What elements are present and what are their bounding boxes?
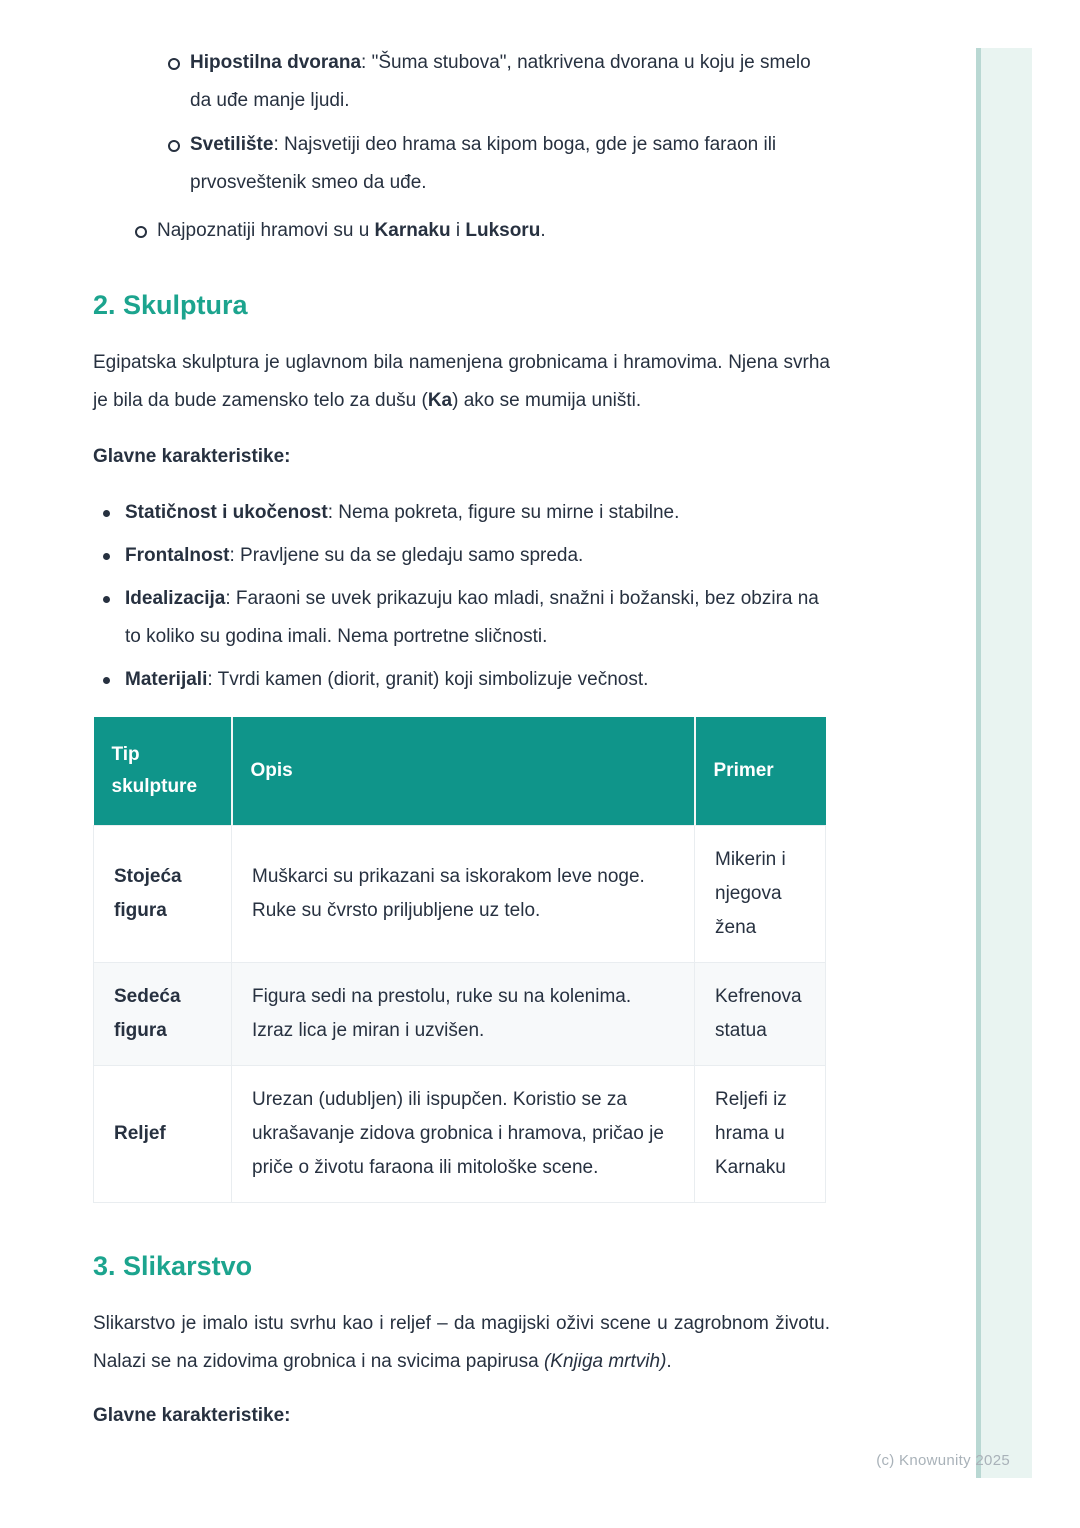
document-content [93,44,830,1435]
table-header-tip-skulpture: Tip skulpture [94,717,232,825]
table-row-stojeca-figura [94,825,826,962]
table-cell-type: Reljef [94,1065,232,1202]
list-item-text: i [450,220,466,241]
table-header-primer: Primer [695,717,826,825]
table-header-row [94,717,826,825]
table-cell-opis: Muškarci su prikazani sa iskorakom leve noge. Ruke su čvrsto priljubljene uz telo. [232,825,695,962]
list-item-frontalnost [93,537,830,575]
list-item-text: Najpoznatiji hramovi su u [157,220,375,241]
skulptura-paragraph [93,344,830,420]
table-cell-opis: Urezan (udubljen) ili ispupčen. Koristio se za ukrašavanje zidova grobnica i hramova, pričao je priče o životu faraona ili mitološke scene. [232,1065,695,1202]
list-item-staticnost [93,494,830,532]
paragraph-text: . [666,1350,672,1372]
paragraph-text: Egipatska skulptura je uglavnom bila namenjena grobnicama i hramovima. Njena svrha je bila da bude zamensko telo za dušu ( [93,352,830,411]
table-cell-primer: Mikerin i njegova žena [695,825,826,962]
side-accent-bar [976,48,1032,1478]
footer-copyright: (c) Knowunity 2025 [876,1452,1010,1469]
list-item-hramovi [93,212,830,250]
table-cell-primer: Reljefi iz hrama u Karnaku [695,1065,826,1202]
temple-parts-list [93,44,830,250]
list-item-text: : Pravljene su da se gledaju samo spreda. [229,545,584,566]
paragraph-text: Slikarstvo je imalo istu svrhu kao i reljef – da magijski oživi scene u zagrobnom životu. Nalazi se na zidovima grobnica i na svicima papirusa [93,1312,830,1372]
list-item-term: Hipostilna dvorana [190,52,362,73]
table-header-opis: Opis [232,717,695,825]
table-cell-opis: Figura sedi na prestolu, ruke su na kolenima. Izraz lica je miran i uzvišen. [232,962,695,1065]
section-heading-skulptura: 2. Skulptura [93,290,248,320]
list-item-term: Materijali [125,669,208,690]
skulptura-characteristics-list [93,494,830,699]
table-row-reljef [94,1065,826,1202]
list-item-text: . [540,220,546,241]
paragraph-italic-term: (Knjiga mrtvih) [543,1350,667,1372]
list-item-text: : Najsvetiji deo hrama sa kipom boga, gde je samo faraon ili prvosveštenik smeo da uđe. [190,134,777,193]
paragraph-text: ) ako se mumija uništi. [452,390,642,411]
section-heading-slikarstvo: 3. Slikarstvo [93,1250,253,1281]
list-item-hipostilna [93,44,830,120]
list-item-term: Luksoru [465,220,541,241]
list-item-svetiliste [93,126,830,202]
list-item-text: : "Šuma stubova", natkrivena dvorana u koju je smelo da uđe manje ljudi. [190,52,811,111]
list-item-term: Idealizacija [125,588,226,609]
list-item-text: : Nema pokreta, figure su mirne i stabilne. [327,502,680,523]
sculpture-types-table [93,717,826,1203]
list-item-term: Statičnost i ukočenost [125,502,328,523]
list-item-idealizacija [93,580,830,656]
table-cell-primer: Kefrenova statua [695,962,826,1065]
list-item-term: Svetilište [190,134,274,155]
list-item-text: : Tvrdi kamen (diorit, granit) koji simbolizuje večnost. [207,669,649,690]
table-row-sedeca-figura [94,962,826,1065]
list-item-term: Karnaku [374,220,451,241]
table-cell-type: Stojeća figura [94,825,232,962]
table-cell-type: Sedeća figura [94,962,232,1065]
slikarstvo-paragraph [93,1305,830,1381]
list-item-term: Frontalnost [125,545,230,566]
list-item-text: : Faraoni se uvek prikazuju kao mladi, snažni i božanski, bez obzira na to koliko su godina imali. Nema portretne sličnosti. [125,588,819,647]
list-item-materijali [93,661,830,699]
skulptura-subheading: Glavne karakteristike: [93,446,291,467]
paragraph-bold-term: Ka [427,390,453,411]
slikarstvo-subheading: Glavne karakteristike: [93,1404,291,1426]
